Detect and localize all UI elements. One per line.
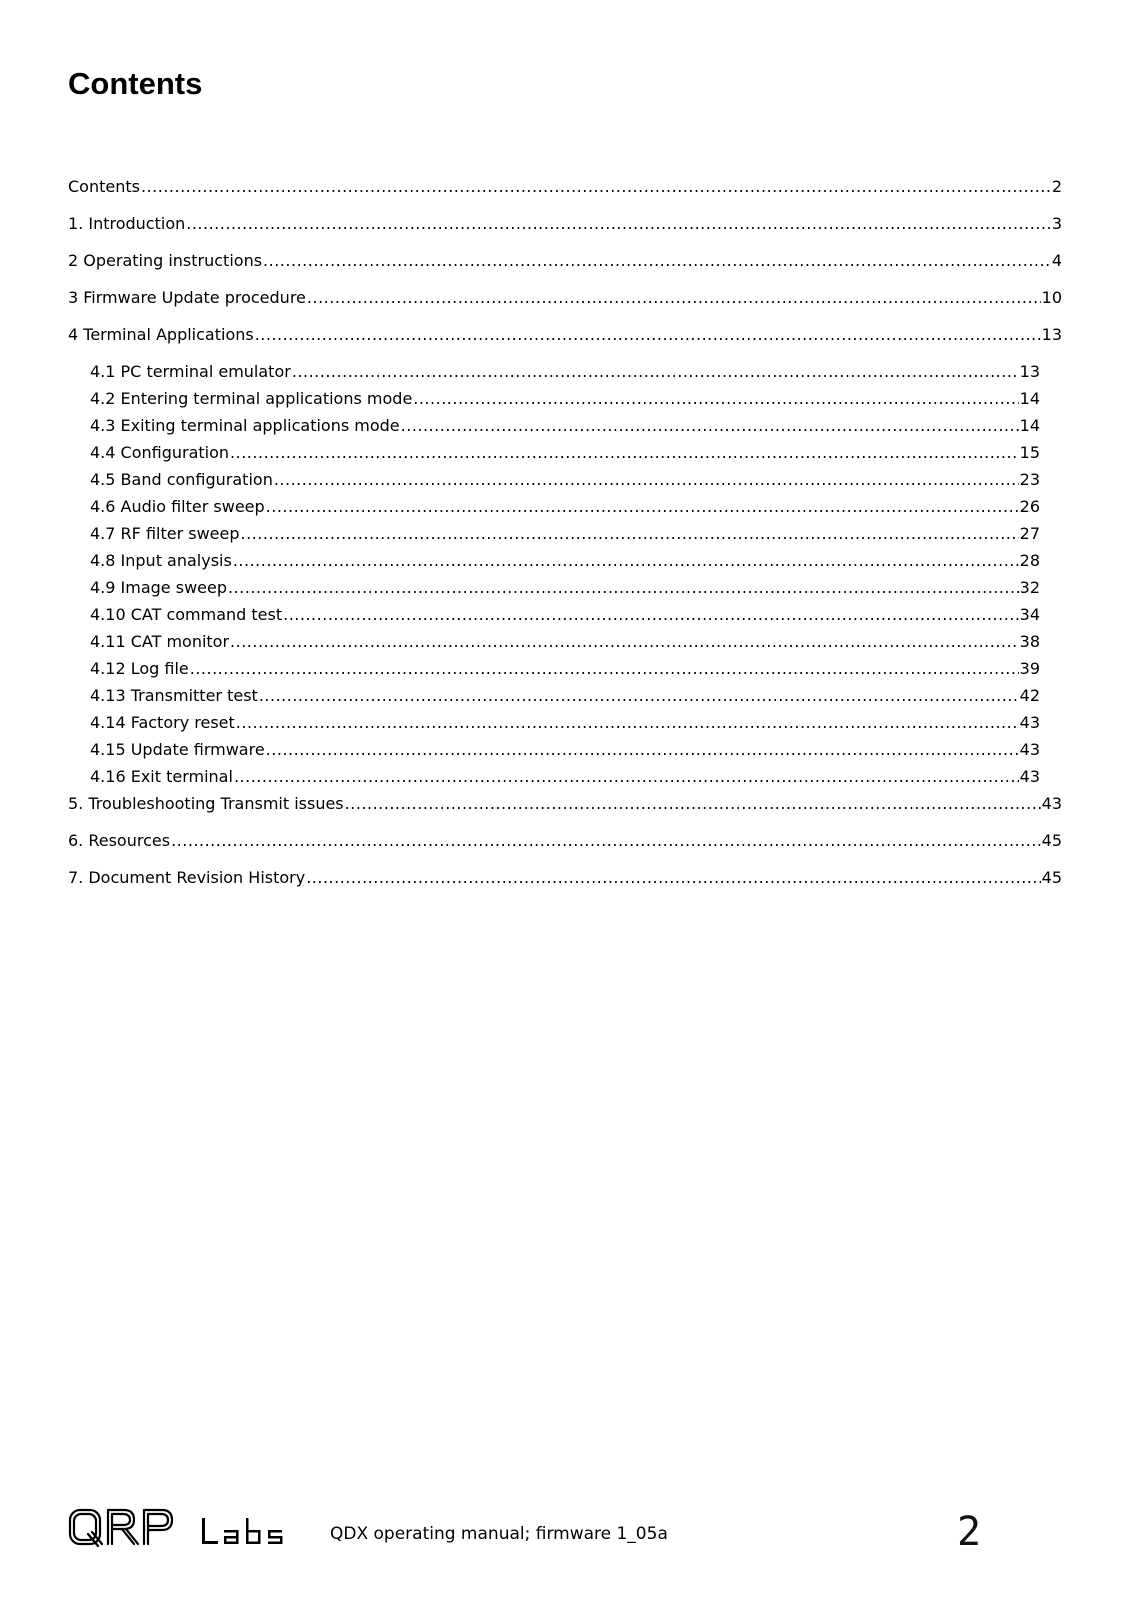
toc-entry-page: 13 (1041, 325, 1062, 344)
toc-entry-title: 5. Troubleshooting Transmit issues (68, 794, 344, 813)
toc-entry[interactable] (68, 289, 1062, 307)
toc-entry-title: 4.14 Factory reset (90, 713, 235, 732)
toc-dot-leader (190, 660, 1019, 678)
toc-entry[interactable] (68, 252, 1062, 270)
toc-dot-leader (266, 498, 1019, 516)
page-title: Contents (68, 66, 203, 101)
toc-dot-leader (241, 525, 1019, 543)
toc-entry[interactable] (68, 471, 1062, 489)
toc-entry-title: 4.4 Configuration (90, 443, 230, 462)
footer-document-title: QDX operating manual; firmware 1_05a (330, 1524, 668, 1544)
toc-entry-page: 4 (1051, 251, 1062, 270)
toc-entry[interactable] (68, 579, 1062, 597)
toc-dot-leader (413, 390, 1018, 408)
toc-dot-leader (266, 741, 1019, 759)
toc-entry-page: 43 (1041, 794, 1062, 813)
toc-entry[interactable] (68, 552, 1062, 570)
toc-dot-leader (306, 869, 1040, 887)
toc-entry-title: 4 Terminal Applications (68, 325, 254, 344)
toc-entry-title: 4.13 Transmitter test (90, 686, 258, 705)
toc-dot-leader (263, 252, 1051, 270)
toc-entry[interactable] (68, 741, 1062, 759)
toc-entry[interactable] (68, 660, 1062, 678)
toc-entry-page: 45 (1041, 831, 1062, 850)
page-number: 2 (957, 1509, 982, 1555)
toc-dot-leader (186, 215, 1051, 233)
toc-entry-page: 14 (1019, 416, 1040, 435)
toc-entry-page: 43 (1019, 713, 1040, 732)
toc-entry-page: 45 (1041, 868, 1062, 887)
toc-entry-title: 2 Operating instructions (68, 251, 263, 270)
toc-entry-title: 7. Document Revision History (68, 868, 306, 887)
toc-entry-title: 4.16 Exit terminal (90, 767, 233, 786)
toc-entry-title: 4.10 CAT command test (90, 605, 283, 624)
toc-entry[interactable] (68, 390, 1062, 408)
toc-entry[interactable] (68, 606, 1062, 624)
toc-entry-page: 14 (1019, 389, 1040, 408)
toc-entry[interactable] (68, 363, 1062, 381)
toc-entry[interactable] (68, 417, 1062, 435)
toc-entry[interactable] (68, 215, 1062, 233)
toc-entry[interactable] (68, 768, 1062, 786)
toc-entry-page: 2 (1051, 177, 1062, 196)
toc-dot-leader (307, 289, 1041, 307)
toc-entry-title: 1. Introduction (68, 214, 186, 233)
toc-entry[interactable] (68, 687, 1062, 705)
toc-entry[interactable] (68, 633, 1062, 651)
page-footer (0, 1500, 1131, 1570)
toc-dot-leader (283, 606, 1019, 624)
toc-entry-page: 15 (1019, 443, 1040, 462)
toc-entry-title: 4.3 Exiting terminal applications mode (90, 416, 400, 435)
toc-entry-page: 32 (1019, 578, 1040, 597)
toc-dot-leader (274, 471, 1019, 489)
toc-entry-page: 23 (1019, 470, 1040, 489)
toc-entry-page: 34 (1019, 605, 1040, 624)
toc-dot-leader (236, 714, 1019, 732)
toc-entry-title: 4.12 Log file (90, 659, 189, 678)
toc-entry-title: 4.7 RF filter sweep (90, 524, 240, 543)
toc-dot-leader (345, 795, 1041, 813)
toc-entry-title: 4.2 Entering terminal applications mode (90, 389, 413, 408)
toc-entry-title: 4.11 CAT monitor (90, 632, 230, 651)
toc-entry-page: 3 (1051, 214, 1062, 233)
toc-dot-leader (141, 178, 1051, 196)
toc-entry-page: 10 (1041, 288, 1062, 307)
qrp-labs-logo (68, 1506, 294, 1552)
toc-entry[interactable] (68, 498, 1062, 516)
toc-entry-title: 4.9 Image sweep (90, 578, 227, 597)
toc-dot-leader (259, 687, 1019, 705)
toc-entry-page: 26 (1019, 497, 1040, 516)
toc-entry[interactable] (68, 444, 1062, 462)
toc-entry[interactable] (68, 795, 1062, 813)
toc-entry-page: 28 (1019, 551, 1040, 570)
toc-entry-page: 13 (1019, 362, 1040, 381)
toc-dot-leader (233, 552, 1019, 570)
toc-entry-page: 43 (1019, 740, 1040, 759)
table-of-contents (68, 178, 1062, 906)
toc-entry[interactable] (68, 714, 1062, 732)
toc-entry-title: 6. Resources (68, 831, 171, 850)
toc-dot-leader (234, 768, 1019, 786)
toc-entry-page: 27 (1019, 524, 1040, 543)
toc-dot-leader (228, 579, 1019, 597)
toc-entry[interactable] (68, 178, 1062, 196)
toc-entry-title: 4.6 Audio filter sweep (90, 497, 265, 516)
toc-entry-title: 3 Firmware Update procedure (68, 288, 306, 307)
toc-entry[interactable] (68, 832, 1062, 850)
toc-dot-leader (230, 633, 1019, 651)
toc-entry-title: Contents (68, 177, 140, 196)
toc-dot-leader (171, 832, 1041, 850)
toc-dot-leader (292, 363, 1019, 381)
toc-entry-title: 4.5 Band configuration (90, 470, 273, 489)
toc-entry-page: 42 (1019, 686, 1040, 705)
toc-entry[interactable] (68, 326, 1062, 344)
toc-entry-page: 43 (1019, 767, 1040, 786)
toc-entry[interactable] (68, 525, 1062, 543)
toc-dot-leader (230, 444, 1019, 462)
toc-entry-page: 38 (1019, 632, 1040, 651)
toc-entry-title: 4.1 PC terminal emulator (90, 362, 291, 381)
toc-entry-title: 4.15 Update firmware (90, 740, 265, 759)
toc-entry-page: 39 (1019, 659, 1040, 678)
toc-dot-leader (255, 326, 1041, 344)
toc-entry-title: 4.8 Input analysis (90, 551, 232, 570)
toc-entry[interactable] (68, 869, 1062, 887)
toc-dot-leader (401, 417, 1019, 435)
